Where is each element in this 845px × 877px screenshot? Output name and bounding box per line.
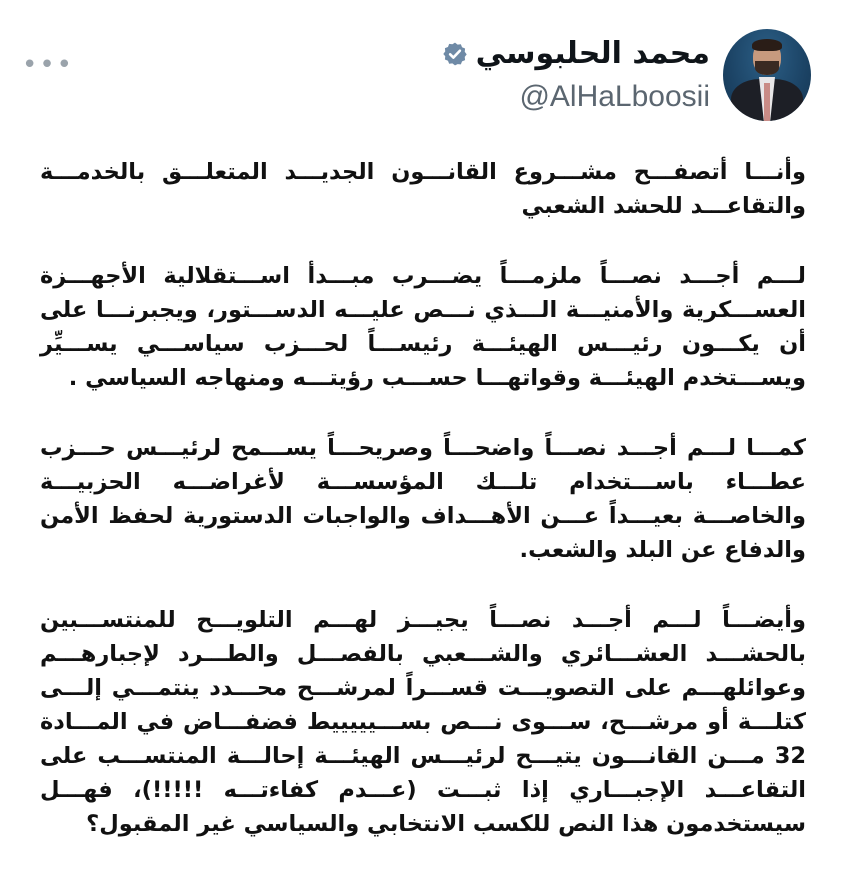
author-handle[interactable]: @AlHaLboosii [519, 80, 710, 113]
tweet-paragraph: وأيضـــاً لـــم أجـــد نصـــاً يجيـــز لهـــم التلويـــح للمنتســـبين بالحشـــد العشـــائري والشـــعبي بالفصـــل والطـــرد لإجبارهـــم وعوائلهـــم على التصويـــت قســـراً لمرشـــح محـــدد ينتمـــي إلـــى كتلـــة أو مرشـــح، ســـوى نـــص بســـيييييط فضفـــاض في المـــادة 32 مـــن القانـــون يتيـــح لرئيـــس الهيئـــة إحالـــة المنتســـب على التقاعـــد الإجبـــاري إذا ثبـــت (عـــدم كفاءتـــه !!!!!)، فهـــل سيستخدمون هذا النص للكسب الانتخابي والسياسي غير المقبول؟ [40, 607, 806, 837]
tweet-paragraph: وأنـــا أتصفـــح مشـــروع القانـــون الجديـــد المتعلـــق بالخدمـــة والتقاعـــد للحشد الشعبي [40, 159, 806, 219]
tweet-paragraph: كمـــا لـــم أجـــد نصـــاً واضحـــاً وصريحـــاً يســـمح لرئيـــس حـــزب عطـــاء باســـتخدام تلـــك المؤسســـة لأغراضـــه الحزبيـــة والخاصـــة بعيـــداً عـــن الأهـــداف والواجبات الدستورية لحفظ الأمن والدفاع عن البلد والشعب. [40, 435, 806, 563]
avatar-beard [755, 61, 779, 75]
tweet-header [0, 28, 845, 128]
author-display-name[interactable]: محمد الحلبوسي [475, 36, 710, 71]
verified-badge-icon [442, 41, 468, 67]
avatar[interactable] [723, 29, 811, 121]
avatar-hair [752, 39, 782, 51]
more-options-icon[interactable]: ••• [22, 50, 75, 80]
tweet-body [40, 155, 806, 877]
author-name-row[interactable] [442, 36, 710, 71]
avatar-tie [764, 83, 770, 121]
tweet-paragraph: لـــم أجـــد نصـــاً ملزمـــاً يضـــرب مبـــدأ اســـتقلالية الأجهـــزة العســـكرية والأمنيـــة الـــذي نـــص عليـــه الدســـتور، ويجبرنـــا على أن يكـــون رئيـــس الهيئـــة رئيســـاً لحـــزب سياســـي يســـيِّر ويســـتخدم الهيئـــة وقواتهـــا حســـب رؤيتـــه ومنهاجه السياسي . [40, 263, 806, 391]
